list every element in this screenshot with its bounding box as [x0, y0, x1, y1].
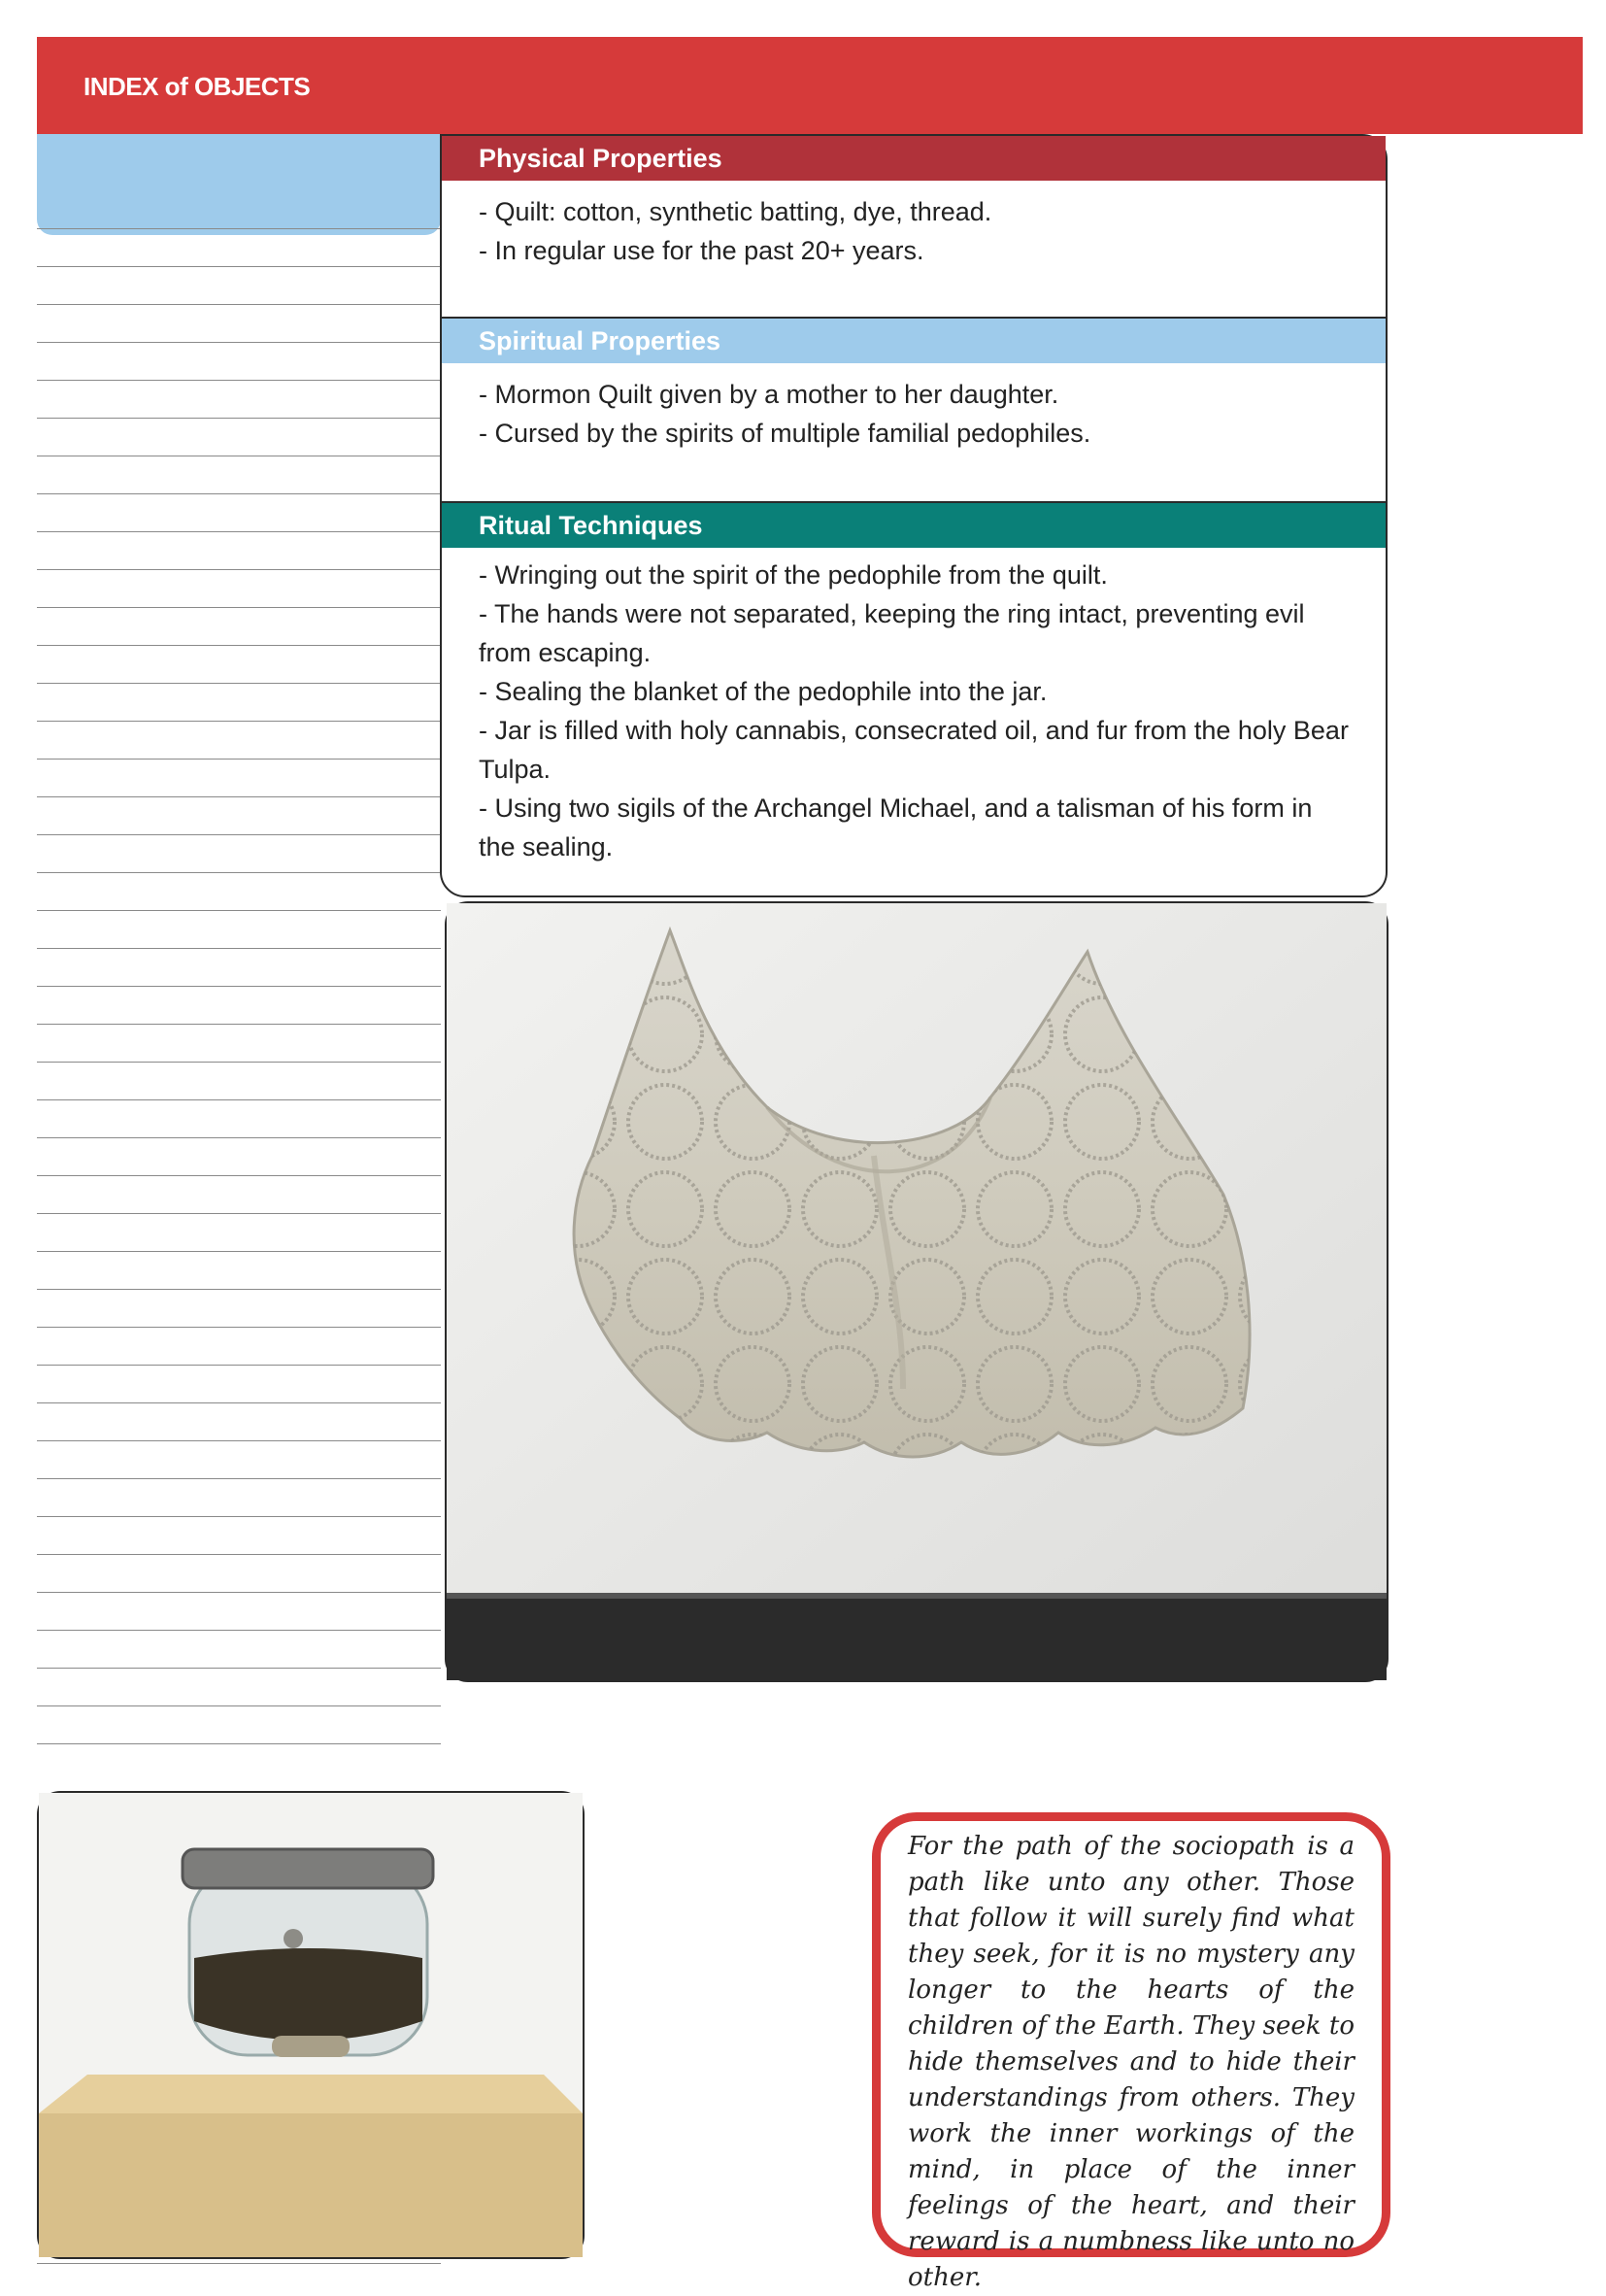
- ruled-line: [37, 1440, 441, 1441]
- properties-panel: [440, 134, 1388, 897]
- ritual-techniques-heading: Ritual Techniques: [442, 503, 1386, 548]
- ruled-line: [37, 304, 441, 305]
- ruled-line: [37, 910, 441, 911]
- page-title: INDEX of OBJECTS: [84, 72, 311, 101]
- ruled-line: [37, 380, 441, 381]
- ruled-line: [37, 531, 441, 532]
- ruled-line: [37, 1516, 441, 1517]
- ruled-line: [37, 1592, 441, 1593]
- ritual-techniques-text: [479, 556, 1349, 866]
- ruled-line: [37, 986, 441, 987]
- ruled-line: [37, 1137, 441, 1138]
- ruled-line: [37, 266, 441, 267]
- ruled-line: [37, 1402, 441, 1403]
- physical-line: - In regular use for the past 20+ years.: [479, 236, 924, 265]
- ritual-line: - Wringing out the spirit of the pedophile from the quilt.: [479, 560, 1108, 590]
- ruled-line: [37, 1251, 441, 1252]
- spiritual-line: - Mormon Quilt given by a mother to her daughter.: [479, 380, 1059, 409]
- ruled-line: [37, 1365, 441, 1366]
- header-bar: [37, 37, 1583, 134]
- ruled-line: [37, 872, 441, 873]
- quote-text: For the path of the sociopath is a path like unto any other. Those that follow it will surely find what they seek, for it is no mystery any longer to the hearts of the children of the Earth. They seek to hide themselves and to hide their understandings from others. They work the inner workings of the mind, in place of the inner feelings of the heart, and their reward is a numbness like unto no other.: [908, 1832, 1355, 2292]
- ruled-line: [37, 228, 441, 229]
- ruled-line: [37, 759, 441, 760]
- ruled-line: [37, 796, 441, 797]
- spiritual-properties-heading: Spiritual Properties: [442, 319, 1386, 363]
- ruled-line: [37, 948, 441, 949]
- quilt-photo: [445, 901, 1389, 1682]
- index-tab: [37, 134, 441, 235]
- ruled-line: [37, 1024, 441, 1025]
- ruled-line: [37, 607, 441, 608]
- ruled-line: [37, 1175, 441, 1176]
- ruled-line: [37, 1630, 441, 1631]
- spiritual-properties-text: [479, 375, 1349, 453]
- ruled-line: [37, 1099, 441, 1100]
- spiritual-line: - Cursed by the spirits of multiple familial pedophiles.: [479, 419, 1091, 448]
- ritual-line: - The hands were not separated, keeping the ring intact, preventing evil from escaping.: [479, 599, 1305, 667]
- ruled-line: [37, 2263, 441, 2264]
- ruled-line: [37, 1478, 441, 1479]
- ruled-line: [37, 418, 441, 419]
- ruled-line: [37, 342, 441, 343]
- ritual-line: - Using two sigils of the Archangel Michael, and a talisman of his form in the sealing.: [479, 793, 1313, 861]
- ruled-line: [37, 1327, 441, 1328]
- physical-properties-heading: Physical Properties: [442, 136, 1386, 181]
- ritual-line: - Sealing the blanket of the pedophile into the jar.: [479, 677, 1048, 706]
- ruled-line: [37, 569, 441, 570]
- ruled-line: [37, 683, 441, 684]
- jar-photo: [37, 1791, 585, 2259]
- physical-properties-text: [479, 192, 1349, 270]
- ruled-line: [37, 645, 441, 646]
- physical-line: - Quilt: cotton, synthetic batting, dye, thread.: [479, 197, 992, 226]
- ruled-line: [37, 1289, 441, 1290]
- ruled-line: [37, 721, 441, 722]
- ruled-line: [37, 1705, 441, 1706]
- ritual-line: - Jar is filled with holy cannabis, consecrated oil, and fur from the holy Bear Tulpa.: [479, 716, 1349, 784]
- ruled-line: [37, 1743, 441, 1744]
- quote-box: [872, 1812, 1390, 2292]
- ruled-line: [37, 1668, 441, 1669]
- ruled-line: [37, 1554, 441, 1555]
- ruled-line: [37, 1062, 441, 1063]
- ruled-line: [37, 834, 441, 835]
- ruled-line: [37, 1213, 441, 1214]
- ruled-line: [37, 493, 441, 494]
